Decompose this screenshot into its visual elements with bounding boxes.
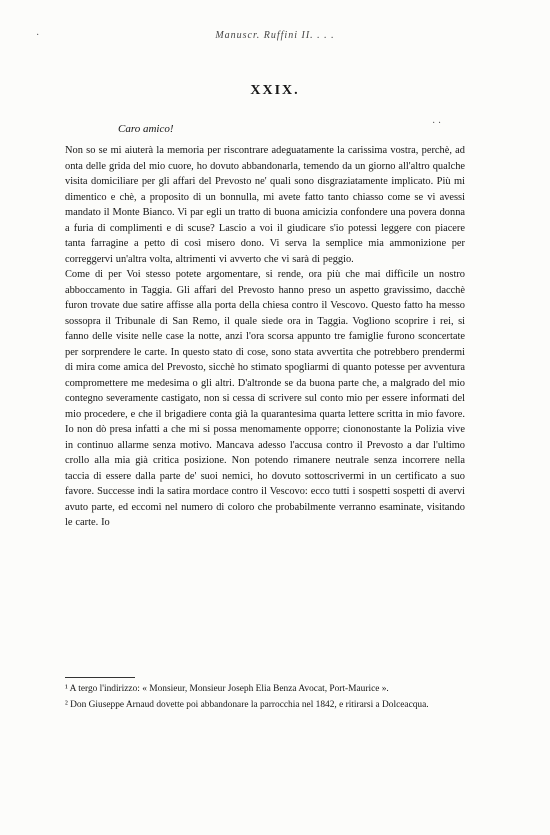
footnote: ² Don Giuseppe Arnaud dovette poi abbandonare la parrocchia nel 1842, e ritirarsi a Dolceacqua. xyxy=(65,700,429,710)
right-margin-mark: · · xyxy=(432,118,442,129)
letter-number: XXIX. xyxy=(250,83,300,98)
left-margin-mark: · xyxy=(36,30,40,41)
paragraph: Non so se mi aiuterà la memoria per riscontrare adeguatamente la carissima vostra, perchè, ad onta delle grida del mio cuore, ho dovuto abbandonarla, temendo da un giorno all'altro qualche visita domiciliare per gli affari del Prevosto ne' quali sono disgraziatamente implicato. Più mi dimentico e chè, a proposito di un bonnulla, mi avete fatto tanto chiasso come se vi avessi mandato il Monte Bianco. Vi par egli un tratto di buona amicizia confondere una povera donna a furia di complimenti e di scuse? Lascio a voi il giudicare s'io potessi leggere con piacere tanta farragine a petto di così misero dono. Vi serva la semplice mia ammonizione per correggervi un'altra volta, altrimenti vi avverto che vi sarà di peggio. xyxy=(65,145,465,265)
letter-body xyxy=(65,143,465,531)
footnote-divider xyxy=(65,677,135,678)
footnotes xyxy=(65,683,465,715)
running-header: Manuscr. Ruffini II. . . . xyxy=(215,30,335,41)
salutation: Caro amico! xyxy=(118,123,174,135)
footnote: ¹ A tergo l'indirizzo: « Monsieur, Monsieur Joseph Elia Benza Avocat, Port-Maurice ». xyxy=(65,684,389,694)
paragraph: Come di per Voi stesso potete argomentare, si rende, ora più che mai difficile un nostro abboccamento in Taggia. Gli affari del Prevosto hanno preso un aspetto gravissimo, dacchè furon trovate due satire affisse alla porta della chiesa contro il Vescovo. Questo fatto ha messo sossopra il Tribunale di San Remo, il quale siede ora in Taggia. Vogliono scoprire i rei, si fanno delle visite nelle case la notte, anzi l'ora scorsa appunto tre famiglie furono sconcertate per sorprendere le carte. In questo stato di cose, sono stata avvertita che potrebbero prendermi di mira come amica del Prevosto, sicchè ho stimato spogliarmi di quanto potesse per avventura compromettere me medesima o gli altri. D'altronde se da buona parte che, a malgrado del mio contegno severamente castigato, non si cessa di scrivere sul conto mio per essere informati del mio procedere, e che il brigadiere conta già la quarantesima quarta lettere scritta in mio favore. Io non dò presa infatti a che mi si possa menomamente opporre; ciononostante la Polizia vive in continuo allarme senza motivo. Mancava adesso l'accusa contro il Prevosto a dar l'ultimo crollo alla mia già critica posizione. Non potendo rimanere neutrale senza incorrere nella taccia di essere dalla parte de' suoi nemici, ho dovuto sottoscrivermi in un certificato a suo favore. Successe indi la satira mordace contro il Vescovo: ecco tutti i sospetti sospetti di avervi avuto parte, ed eccomi nel numero di coloro che probabilmente verranno esaminate, visitando le carte. Io xyxy=(65,269,465,528)
